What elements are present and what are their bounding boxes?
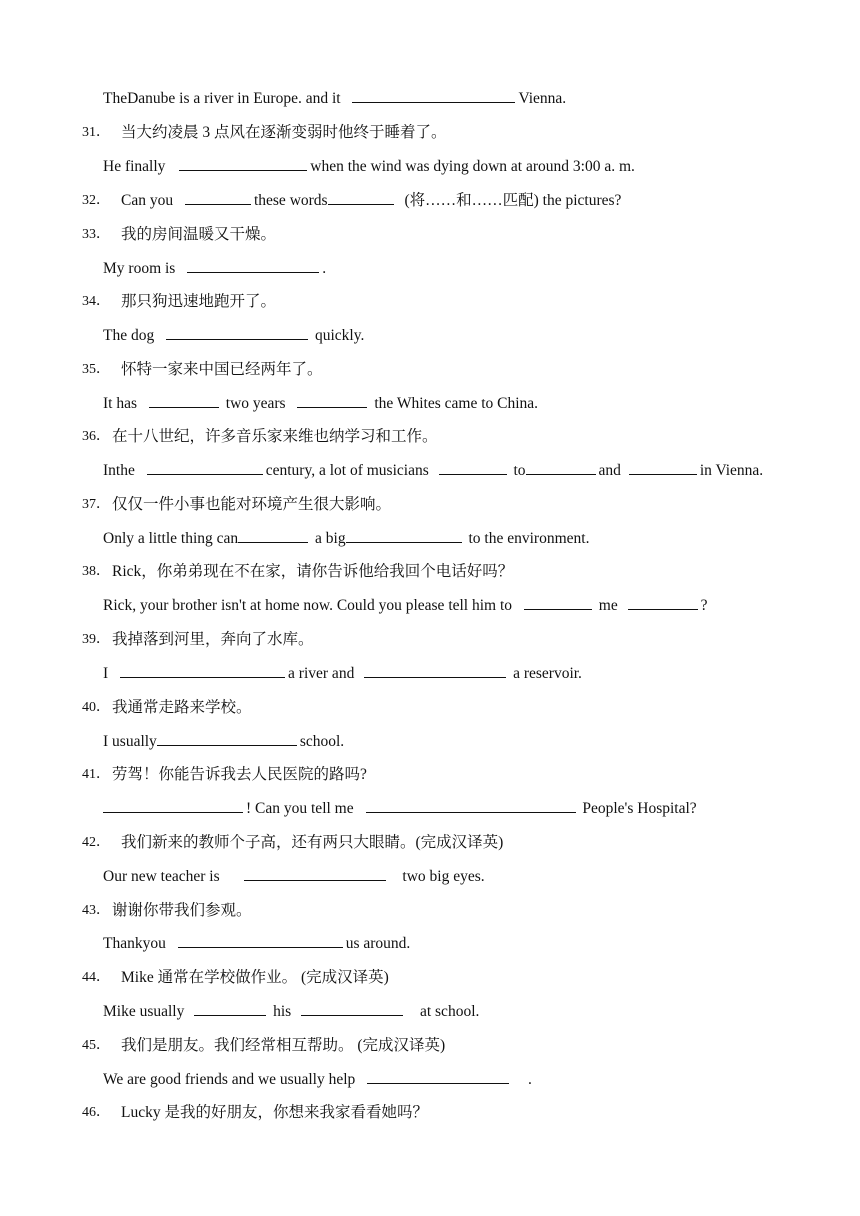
- answer-line: [121, 189, 621, 213]
- text-segment: his: [273, 1003, 292, 1020]
- answer-blank[interactable]: [366, 797, 576, 813]
- text-segment: and: [598, 462, 621, 479]
- question-number: 39．: [82, 632, 110, 647]
- text-segment: us around.: [345, 935, 411, 952]
- text-segment: People's Hospital?: [582, 800, 697, 817]
- chinese-prompt: Rick，你弟弟现在不在家，请你告诉他给我回个电话好吗？: [112, 563, 514, 580]
- answer-line: [103, 662, 582, 686]
- text-segment: We are good friends and we usually help: [103, 1071, 356, 1088]
- answer-blank[interactable]: [629, 459, 697, 475]
- text-segment: Inthe: [103, 462, 135, 479]
- answer-blank[interactable]: [352, 87, 515, 103]
- chinese-prompt: 谢谢你带我们参观。: [112, 902, 252, 919]
- answer-blank[interactable]: [147, 459, 263, 475]
- answer-blank[interactable]: [244, 865, 386, 881]
- answer-blank[interactable]: [346, 527, 462, 543]
- text-segment: Rick, your brother isn't at home now. Could you please tell him to: [103, 597, 513, 614]
- answer-blank[interactable]: [166, 324, 308, 340]
- text-segment: Our new teacher is: [103, 868, 220, 885]
- text-segment: a reservoir.: [513, 665, 582, 682]
- text-segment: a big: [315, 530, 346, 547]
- question-number: 34．: [82, 294, 110, 309]
- answer-blank[interactable]: [328, 189, 394, 205]
- answer-blank[interactable]: [103, 797, 243, 813]
- answer-line: [103, 257, 326, 281]
- answer-blank[interactable]: [187, 257, 319, 273]
- text-segment: me: [598, 597, 618, 614]
- answer-line: [103, 865, 485, 889]
- text-segment: ?: [700, 597, 708, 614]
- question-number: 38．: [82, 564, 110, 579]
- answer-line: [103, 459, 763, 483]
- answer-blank[interactable]: [178, 932, 343, 948]
- answer-line: [103, 155, 635, 179]
- answer-line: [103, 1068, 532, 1092]
- chinese-prompt: 仅仅一件小事也能对环境产生很大影响。: [112, 496, 392, 513]
- text-segment: .: [322, 260, 327, 277]
- text-segment: at school.: [419, 1003, 480, 1020]
- text-segment: to: [513, 462, 526, 479]
- question-number: 36．: [82, 429, 110, 444]
- answer-blank[interactable]: [526, 459, 596, 475]
- text-segment: Only a little thing can: [103, 530, 239, 547]
- question-number: 42．: [82, 835, 110, 850]
- answer-blank[interactable]: [149, 392, 219, 408]
- question-number: 40．: [82, 700, 110, 715]
- answer-line: [103, 932, 410, 956]
- answer-line: [103, 392, 538, 416]
- question-number: 45．: [82, 1038, 110, 1053]
- chinese-prompt: 我通常走路来学校。: [112, 699, 252, 716]
- answer-line: [103, 527, 589, 551]
- chinese-prompt: Mike 通常在学校做作业。 (完成汉译英): [121, 969, 389, 986]
- answer-blank[interactable]: [524, 594, 592, 610]
- text-segment: The dog: [103, 327, 155, 344]
- answer-line: [103, 730, 344, 754]
- answer-line: [103, 324, 364, 348]
- chinese-prompt: 我掉落到河里，奔向了水库。: [112, 631, 314, 648]
- answer-blank[interactable]: [367, 1068, 509, 1084]
- answer-blank[interactable]: [238, 527, 308, 543]
- chinese-prompt: 那只狗迅速地跑开了。: [121, 293, 277, 310]
- question-number: 35．: [82, 362, 110, 377]
- question-number: 41．: [82, 767, 110, 782]
- answer-blank[interactable]: [297, 392, 367, 408]
- text-segment: school.: [299, 733, 345, 750]
- text-segment: when the wind was dying down at around 3:00 a. m.: [310, 158, 635, 175]
- answer-line: [103, 797, 697, 821]
- question-number: 33．: [82, 227, 110, 242]
- question-number: 43．: [82, 903, 110, 918]
- chinese-prompt: 在十八世纪，许多音乐家来维也纳学习和工作。: [112, 428, 438, 445]
- chinese-prompt: Lucky 是我的好朋友，你想来我家看看她吗？: [121, 1104, 428, 1121]
- chinese-prompt: 当大约凌晨 3 点风在逐渐变弱时他终于睡着了。: [121, 124, 447, 141]
- text-segment: I usually: [103, 733, 157, 750]
- text-segment: Mike usually: [103, 1003, 185, 1020]
- text-segment: century, a lot of musicians: [265, 462, 429, 479]
- text-segment: TheDanube is a river in Europe. and it: [103, 90, 341, 107]
- text-segment: Can you: [121, 192, 174, 209]
- text-segment: He finally: [103, 158, 166, 175]
- question-number: 37．: [82, 497, 110, 512]
- chinese-prompt: 我们是朋友。我们经常相互帮助。 (完成汉译英): [121, 1037, 446, 1054]
- text-segment: a river and: [288, 665, 355, 682]
- answer-blank[interactable]: [628, 594, 698, 610]
- answer-blank[interactable]: [157, 730, 297, 746]
- text-segment: to the environment.: [468, 530, 590, 547]
- answer-blank[interactable]: [194, 1000, 266, 1016]
- text-segment: these words: [253, 192, 328, 209]
- answer-line: [103, 594, 708, 618]
- text-segment: Vienna.: [518, 90, 567, 107]
- answer-blank[interactable]: [185, 189, 251, 205]
- chinese-prompt: 怀特一家来中国已经两年了。: [121, 361, 323, 378]
- answer-blank[interactable]: [364, 662, 506, 678]
- answer-blank[interactable]: [439, 459, 507, 475]
- question-number: 32．: [82, 193, 110, 208]
- text-segment: Thankyou: [103, 935, 166, 952]
- chinese-prompt: 劳驾！你能告诉我去人民医院的路吗?: [112, 766, 367, 783]
- text-segment: My room is: [103, 260, 176, 277]
- text-segment: two big eyes.: [402, 868, 485, 885]
- answer-blank[interactable]: [120, 662, 285, 678]
- text-segment: .: [528, 1071, 532, 1088]
- answer-blank[interactable]: [179, 155, 307, 171]
- text-segment: two years: [225, 395, 286, 412]
- text-segment: in Vienna.: [699, 462, 764, 479]
- answer-blank[interactable]: [301, 1000, 403, 1016]
- answer-line: [103, 1000, 479, 1024]
- text-segment: quickly.: [314, 327, 365, 344]
- question-number: 31．: [82, 125, 110, 140]
- answer-line: [103, 87, 566, 111]
- question-number: 44．: [82, 970, 110, 985]
- text-segment: (将……和……匹配) the pictures?: [404, 192, 622, 209]
- chinese-prompt: 我的房间温暖又干燥。: [121, 226, 277, 243]
- text-segment: ! Can you tell me: [246, 800, 354, 817]
- question-number: 46．: [82, 1105, 110, 1120]
- text-segment: I: [103, 665, 109, 682]
- text-segment: the Whites came to China.: [374, 395, 539, 412]
- chinese-prompt: 我们新来的教师个子高，还有两只大眼睛。(完成汉译英): [121, 834, 504, 851]
- text-segment: It has: [103, 395, 138, 412]
